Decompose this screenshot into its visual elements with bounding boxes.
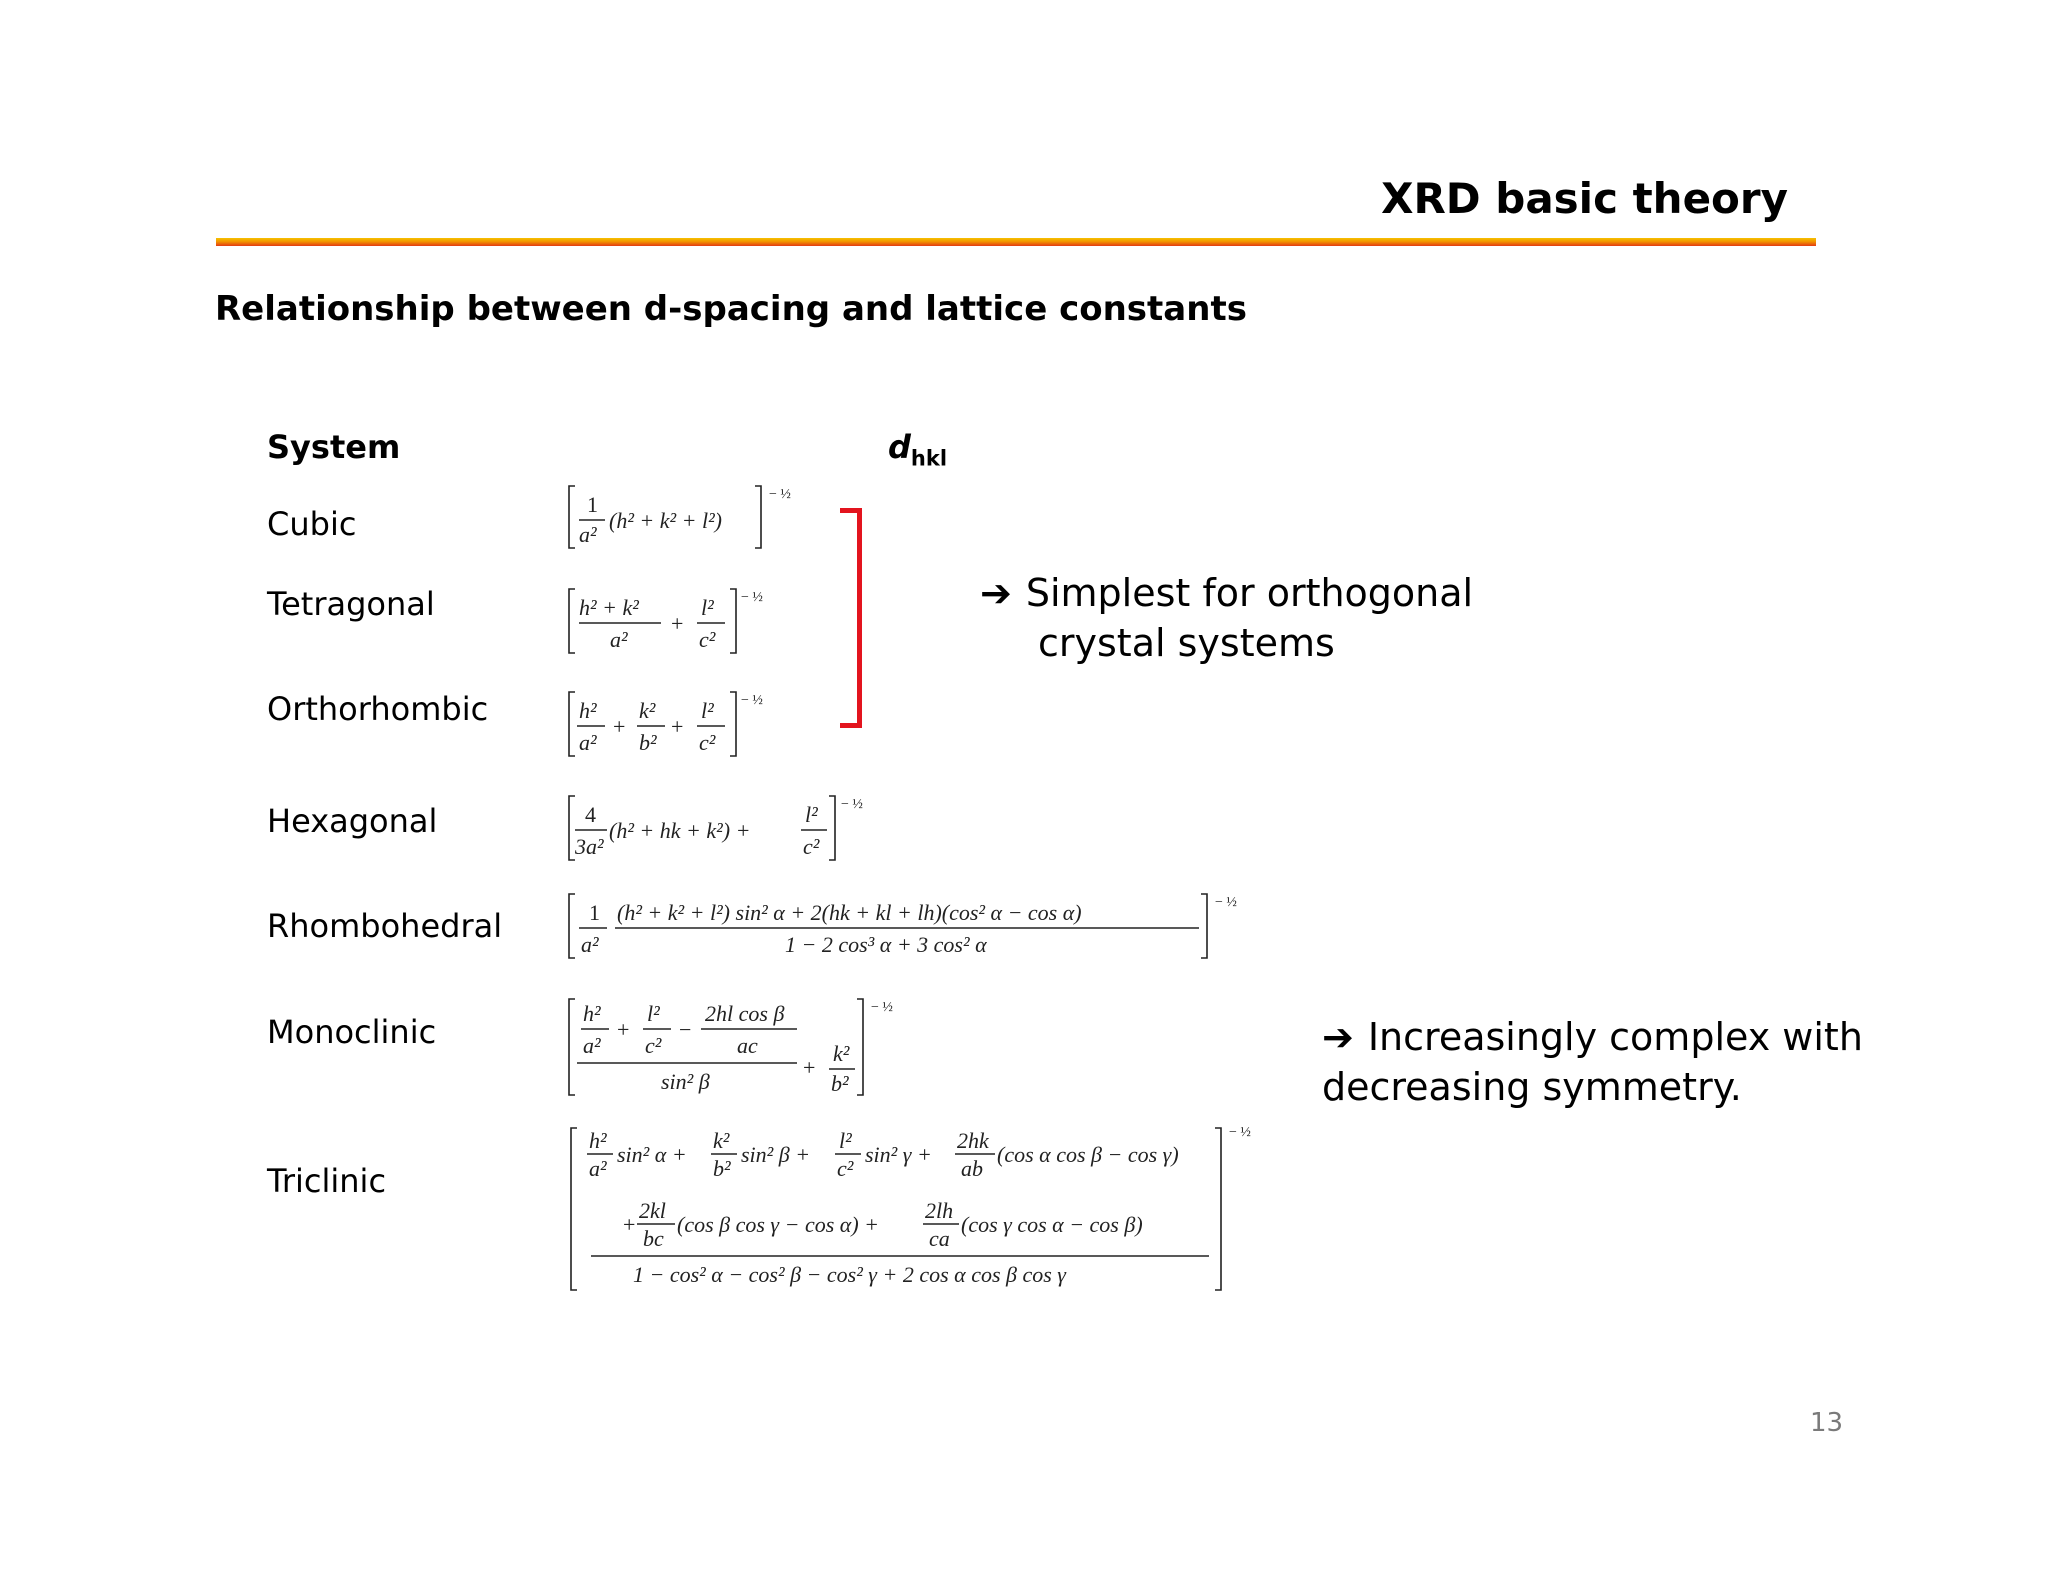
ortho-num2: k² [639,698,656,723]
formula-triclinic [565,1120,1285,1294]
tri-b2: b² [713,1156,731,1181]
formula-orthorhombic [565,688,795,760]
tri-line2: (cos β cos γ − cos α) + [677,1212,879,1237]
cubic-den: a² [579,522,597,547]
ortho-num3: l² [701,698,714,723]
mono-plus1: + [617,1017,630,1042]
tri-l2: l² [839,1128,852,1153]
rhombo-exponent: − ½ [1215,895,1237,910]
hex-num2: l² [805,802,818,827]
slide-title: XRD basic theory [1381,174,1788,223]
ortho-num1: h² [579,698,597,723]
ortho-plus1: + [613,714,626,739]
tetragonal-den1: a² [610,627,628,652]
tetragonal-num1: h² + k² [579,595,639,620]
system-monoclinic: Monoclinic [267,1013,437,1051]
formula-rhombohedral [565,890,1265,962]
tetragonal-exponent: − ½ [741,590,763,605]
tri-line1d: (cos α cos β − cos γ) [997,1142,1179,1167]
tri-line1: sin² α + [617,1142,687,1167]
note-complexity [1322,1012,1863,1112]
cubic-exponent: − ½ [769,487,791,502]
formula-cubic [565,482,825,552]
mono-plus2: + [803,1055,816,1080]
mono-t1d: a² [583,1033,601,1058]
ortho-den3: c² [699,730,716,755]
slide-subtitle: Relationship between d-spacing and lattice constants [215,289,1247,329]
dhkl-symbol: d [888,428,911,466]
tri-line1b: sin² β + [741,1142,811,1167]
system-rhombohedral: Rhombohedral [267,907,503,945]
tri-plus: + [623,1212,636,1237]
rhombo-den1: a² [581,932,599,957]
tri-lh2: 2lh [925,1198,954,1223]
tetragonal-plus: + [671,611,684,636]
mono-t1n: h² [583,1001,601,1026]
hex-num1: 4 [585,802,596,827]
formula-monoclinic [565,995,925,1099]
tri-bc: bc [643,1226,664,1251]
tri-kl2: 2kl [639,1198,666,1223]
tetragonal-num2: l² [701,595,714,620]
tri-exponent: − ½ [1229,1125,1251,1140]
right-arrow-icon: ➔ [980,571,1012,615]
tri-h2: h² [589,1128,607,1153]
note-orthogonal [980,568,1473,668]
system-triclinic: Triclinic [267,1162,387,1200]
system-orthorhombic: Orthorhombic [267,690,489,728]
orthogonal-group-bracket [840,508,862,728]
mono-minus: − [679,1017,692,1042]
tri-a2: a² [589,1156,607,1181]
column-header-system: System [267,428,401,466]
ortho-plus2: + [671,714,684,739]
hex-exponent: − ½ [841,797,863,812]
cubic-rest: (h² + k² + l²) [609,508,723,533]
formula-hexagonal [565,792,885,864]
mono-den: sin² β [661,1069,710,1094]
note-orthogonal-line2: crystal systems [1038,621,1335,665]
mono-t3d: ac [737,1033,758,1058]
right-arrow-icon: ➔ [1322,1015,1354,1059]
mono-t4n: k² [833,1041,850,1066]
ortho-exponent: − ½ [741,693,763,708]
rhombo-num2: (h² + k² + l²) sin² α + 2(hk + kl + lh)(cos² α − cos α) [617,900,1082,925]
dhkl-subscript: hkl [910,446,948,471]
tri-den: 1 − cos² α − cos² β − cos² γ + 2 cos α cos β cos γ [633,1262,1066,1287]
tri-hk2: 2hk [957,1128,989,1153]
note-complexity-line1: Increasingly complex with [1367,1015,1863,1059]
hex-den1: 3a² [575,834,604,859]
ortho-den1: a² [579,730,597,755]
tri-line2b: (cos γ cos α − cos β) [961,1212,1143,1237]
page-number: 13 [1810,1408,1844,1438]
tri-ca: ca [929,1226,950,1251]
tri-k2: k² [713,1128,730,1153]
mono-t4d: b² [831,1071,849,1096]
formula-tetragonal [565,585,795,657]
tri-c2: c² [837,1156,854,1181]
note-orthogonal-line1: Simplest for orthogonal [1025,571,1474,615]
hex-den2: c² [803,834,820,859]
column-header-dhkl [888,428,947,470]
mono-exponent: − ½ [871,1000,893,1015]
system-tetragonal: Tetragonal [267,585,435,623]
hex-mid: (h² + hk + k²) + [609,818,751,843]
mono-t2n: l² [647,1001,660,1026]
system-cubic: Cubic [267,505,357,543]
cubic-num: 1 [587,492,598,517]
note-complexity-line2: decreasing symmetry. [1322,1065,1742,1109]
tri-line1c: sin² γ + [865,1142,932,1167]
tri-ab: ab [961,1156,983,1181]
rhombo-num1: 1 [589,900,600,925]
mono-t3n: 2hl cos β [705,1001,785,1026]
mono-t2d: c² [645,1033,662,1058]
tetragonal-den2: c² [699,627,716,652]
title-underline [216,238,1816,246]
rhombo-den2: 1 − 2 cos³ α + 3 cos² α [785,932,987,957]
ortho-den2: b² [639,730,657,755]
system-hexagonal: Hexagonal [267,802,438,840]
